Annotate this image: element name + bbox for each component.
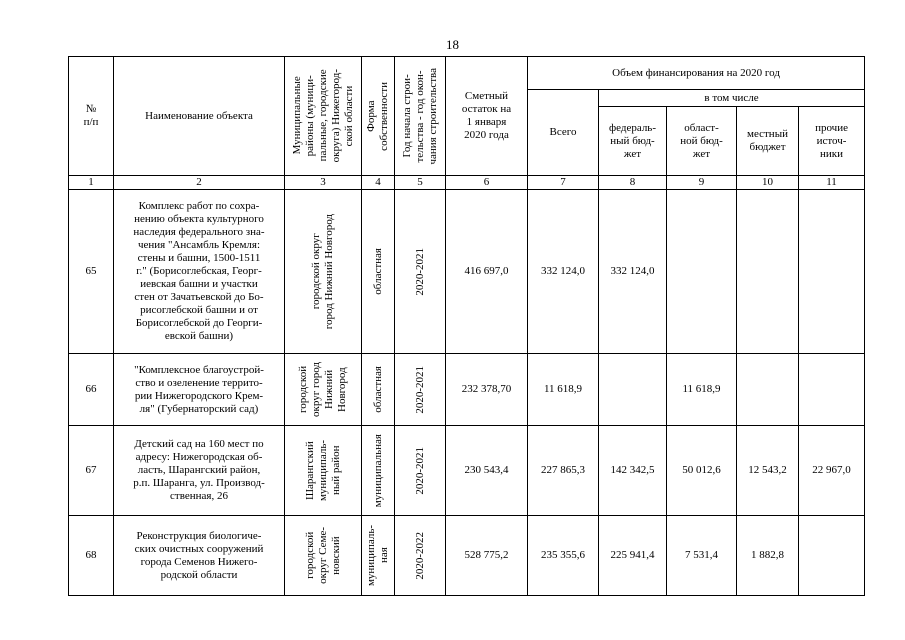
object-name: Детский сад на 160 мест по адресу: Нижегородская об- ласть, Шарангский район, р.п. Шаранга, ул. Производ- ственная, 26 (114, 426, 285, 516)
col-number: 9 (667, 176, 737, 190)
header-including: в том числе (599, 90, 865, 107)
other-cell: 22 967,0 (799, 426, 865, 516)
years-cell: 2020-2022 (395, 516, 446, 596)
col-number: 6 (446, 176, 528, 190)
col-number: 7 (528, 176, 599, 190)
header-local: местный бюджет (737, 107, 799, 176)
table-row (69, 426, 865, 516)
header-name: Наименование объекта (114, 57, 285, 176)
col-number: 2 (114, 176, 285, 190)
local-cell (737, 354, 799, 426)
header-other: прочие источ- ники (799, 107, 865, 176)
district-cell: городской округ город Нижний Новгород (285, 190, 362, 354)
federal-cell: 142 342,5 (599, 426, 667, 516)
federal-cell: 332 124,0 (599, 190, 667, 354)
row-num: 65 (69, 190, 114, 354)
years-cell: 2020-2021 (395, 354, 446, 426)
local-cell (737, 190, 799, 354)
object-name: Комплекс работ по сохра- нению объекта культурного наследия федерального зна- чения "Ансамбль Кремля: стены и башни, 1500-1511 г." (Борисоглебская, Георг- иевская башни и участки стен от Зачатьевской до Бо- рисоглебской башни и от Борисоглебской до Георги- евской башни) (114, 190, 285, 354)
remainder-cell: 528 775,2 (446, 516, 528, 596)
years-cell: 2020-2021 (395, 190, 446, 354)
total-cell: 11 618,9 (528, 354, 599, 426)
total-cell: 332 124,0 (528, 190, 599, 354)
ownership-cell: муниципальная (362, 426, 395, 516)
header-total: Всего (528, 90, 599, 176)
ownership-cell: муниципаль- ная (362, 516, 395, 596)
header-federal: федераль- ный бюд- жет (599, 107, 667, 176)
col-number: 10 (737, 176, 799, 190)
local-cell: 1 882,8 (737, 516, 799, 596)
header-num: № п/п (69, 57, 114, 176)
header-years: Год начала строи- тельства - год окон- чания строительства (395, 57, 446, 176)
table-row (69, 354, 865, 426)
remainder-cell: 230 543,4 (446, 426, 528, 516)
remainder-cell: 416 697,0 (446, 190, 528, 354)
header-ownership: Форма собственности (362, 57, 395, 176)
total-cell: 235 355,6 (528, 516, 599, 596)
local-cell: 12 543,2 (737, 426, 799, 516)
other-cell (799, 516, 865, 596)
district-cell: городской округ город Нижний Новгород (285, 354, 362, 426)
object-name: "Комплексное благоустрой- ство и озеленение террито- рии Нижегородского Крем- ля" (Губернаторский сад) (114, 354, 285, 426)
page-number: 18 (446, 37, 459, 52)
row-num: 68 (69, 516, 114, 596)
regional-cell: 50 012,6 (667, 426, 737, 516)
row-num: 66 (69, 354, 114, 426)
regional-cell: 7 531,4 (667, 516, 737, 596)
district-cell: Шарангский муниципаль- ный район (285, 426, 362, 516)
row-num: 67 (69, 426, 114, 516)
table-row (69, 190, 865, 354)
header-regional: област- ной бюд- жет (667, 107, 737, 176)
federal-cell (599, 354, 667, 426)
col-number: 3 (285, 176, 362, 190)
col-number: 1 (69, 176, 114, 190)
other-cell (799, 190, 865, 354)
district-cell: городской округ Семе- новский (285, 516, 362, 596)
ownership-cell: областная (362, 354, 395, 426)
years-cell: 2020-2021 (395, 426, 446, 516)
header-district: Муниципальные районы (муници- пальные, городские округа) Нижегород- ской области (285, 57, 362, 176)
remainder-cell: 232 378,70 (446, 354, 528, 426)
federal-cell: 225 941,4 (599, 516, 667, 596)
regional-cell: 11 618,9 (667, 354, 737, 426)
col-number: 8 (599, 176, 667, 190)
ownership-cell: областная (362, 190, 395, 354)
other-cell (799, 354, 865, 426)
table-row (69, 516, 865, 596)
header-remainder: Сметный остаток на 1 января 2020 года (446, 57, 528, 176)
total-cell: 227 865,3 (528, 426, 599, 516)
col-number: 4 (362, 176, 395, 190)
object-name: Реконструкция биологиче- ских очистных сооружений города Семенов Нижего- родской области (114, 516, 285, 596)
financing-table (68, 56, 865, 596)
regional-cell (667, 190, 737, 354)
column-numbers-row (69, 176, 865, 190)
header-funding: Объем финансирования на 2020 год (528, 57, 865, 90)
col-number: 5 (395, 176, 446, 190)
col-number: 11 (799, 176, 865, 190)
